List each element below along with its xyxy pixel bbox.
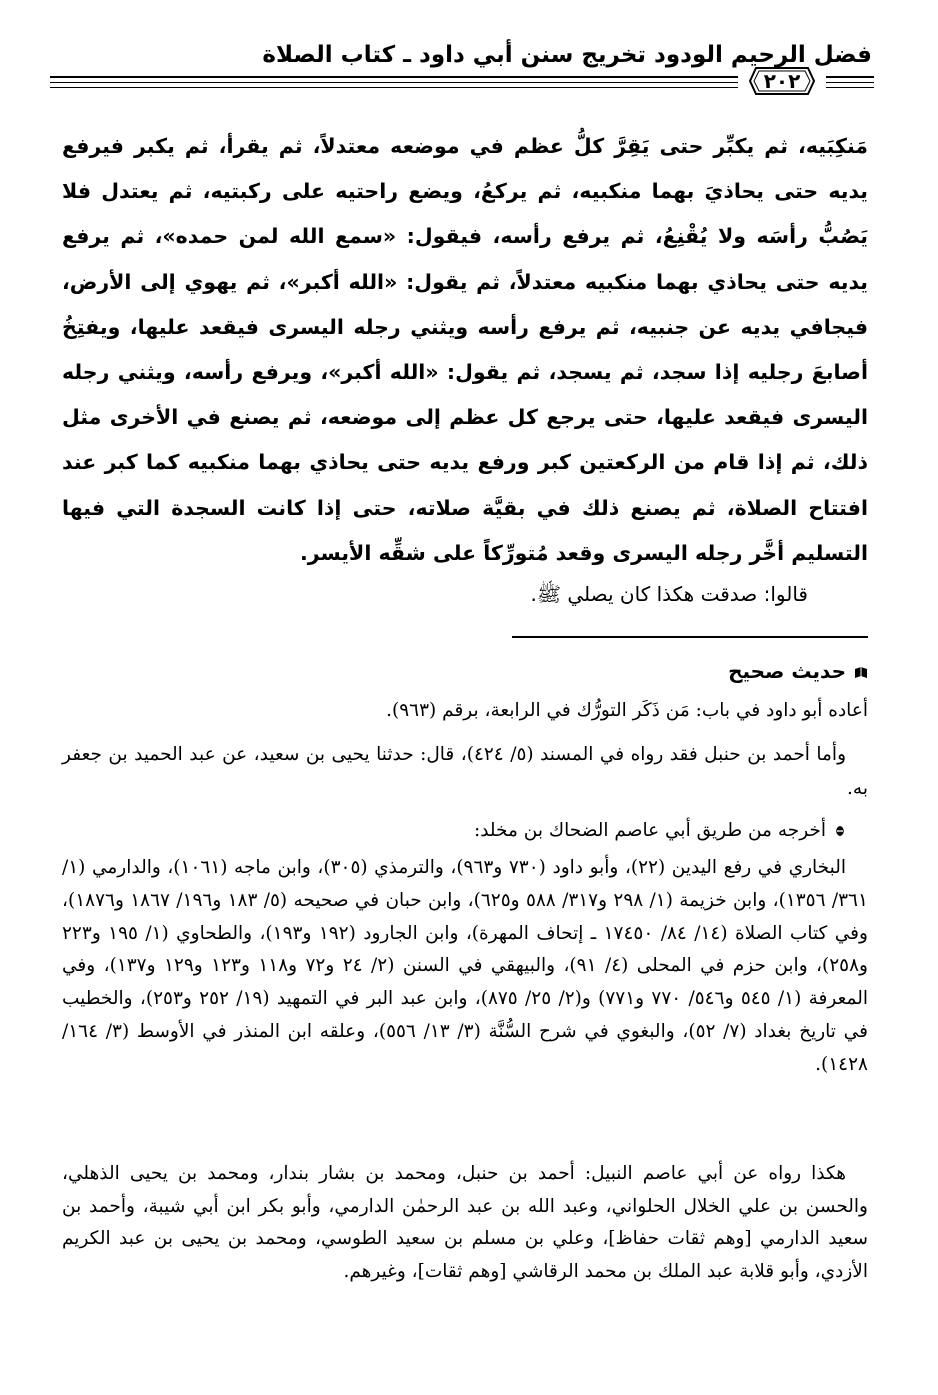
note-paragraph: وأما أحمد بن حنبل فقد رواه في المسند (٥/ ٤٢٤)، قال: حدثنا يحيى بن سعيد، عن عبد الحميد بن جعفر به. [62, 744, 868, 799]
running-header: فضل الرحيم الودود تخريج سنن أبي داود ـ كتاب الصلاة [262, 42, 872, 68]
book-icon [854, 666, 868, 680]
header-rule [50, 82, 738, 83]
hadith-closing: قالوا: صدقت هكذا كان يصلي ﷺ. [530, 582, 808, 606]
note-paragraph [62, 814, 868, 848]
note-paragraph: أعاده أبو داود في باب: مَن ذَكَر التورُّك في الرابعة، برقم (٩٦٣). [386, 700, 868, 721]
page-number: ٢٠٢ [763, 69, 801, 93]
note-paragraph: البخاري في رفع اليدين (٢٢)، وأبو داود (٧٣٠ و٩٦٣)، والترمذي (٣٠٥)، وابن ماجه (١٠٦١)، والدارمي (١/ ٣٦١/ ١٣٥٦)، وابن خزيمة (١/ ٢٩٨ و٣١٧/ ٥٨٨ و٦٢٥)، وابن حبان في صحيحه (٥/ ١٨٣ و١٩٦/ ١٨٦٧ و١٨٧٦)، وفي كتاب الصلاة (١٤/ ٨٤/ ١٧٤٥٠ ـ إتحاف المهرة)، وابن الجارود (١٩٢ و١٩٣)، والطحاوي (١/ ١٩٥ و٢٢٣ و٢٥٨)، وابن حزم في المحلى (٤/ ٩١)، والبيهقي في السنن (٢/ ٢٤ و٧٢ و١١٨ و١٢٣ و١٢٩ و١٣٧)، وفي المعرفة (١/ ٥٤٥ و٥٤٦/ ٧٧٠ و٧٧١) و(٢/ ٢٥/ ٨٧٥)، وابن عبد البر في التمهيد (١٩/ ٢٥٢ و٢٥٣)، والخطيب في تاريخ بغداد (٧/ ٥٢)، والبغوي في شرح السُّنَّة (٣/ ١٣/ ٥٥٦)، وعلقه ابن المنذر في الأوسط (٣/ ١٦٤/ ١٤٢٨). [62, 857, 868, 1075]
header-rule [826, 76, 874, 78]
leaf-bullet-icon [834, 825, 846, 837]
note-text: أخرجه من طريق أبي عاصم الضحاك بن مخلد: [473, 820, 826, 841]
footnote-separator [512, 636, 868, 638]
header-rule [826, 82, 874, 83]
header-rule [826, 87, 874, 88]
grading-heading [600, 656, 868, 686]
hadith-text: مَنكِبَيه، ثم يكبِّر حتى يَقِرَّ كلُّ عظم في موضعه معتدلاً، ثم يقرأ، ثم يكبر فيرفع يديه حتى يحاذيَ بهما منكبيه، ثم يركعُ، ويضع راحتيه على ركبتيه، ثم يعتدل فلا يَصُبُّ رأسَه ولا يُقْنِعُ، ثم يرفع رأسه، فيقول: «سمع الله لمن حمده»، ثم يرفع يديه حتى يحاذي بهما منكبيه معتدلاً، ثم يقول: «الله أكبر»، ثم يهوي إلى الأرض، فيجافي يديه عن جنبيه، ثم يرفع رأسه ويثني رجله اليسرى فيقعد عليها، ويفتِخُ أصابعَ رجليه إذا سجد، ثم يسجد، ثم يقول: «الله أكبر»، ويرفع رأسه، ويثني رجله اليسرى فيقعد عليها، حتى يرجع كل عظم إلى موضعه، ثم يصنع في الأخرى مثل ذلك، ثم إذا قام من الركعتين كبر ورفع يديه حتى يحاذي بهما منكبيه كما كبر عند افتتاح الصلاة، ثم يصنع ذلك في بقيَّة صلاته، حتى إذا كانت السجدة التي فيها التسليم أخَّر رجله اليسرى وقعد مُتورِّكاً على شقِّه الأيسر. [62, 134, 868, 565]
header-rule [50, 76, 738, 78]
grading-label: حديث صحيح [728, 659, 846, 683]
header-rule [50, 87, 738, 88]
page-number-badge [748, 66, 816, 96]
note-paragraph: هكذا رواه عن أبي عاصم النبيل: أحمد بن حنبل، ومحمد بن بشار بندار، ومحمد بن يحيى الذهلي، والحسن بن علي الخلال الحلواني، وعبد الله بن عبد الرحمٰن الدارمي، وأبو بكر ابن أبي شيبة، وأحمد بن سعيد الدارمي [وهم ثقات حفاظ]، وعلي بن مسلم بن سعيد الطوسي، ومحمد بن يحيى بن عبد الكريم الأزدي، وأبو قلابة عبد الملك بن محمد الرقاشي [وهم ثقات]، وغيرهم. [62, 1163, 868, 1282]
